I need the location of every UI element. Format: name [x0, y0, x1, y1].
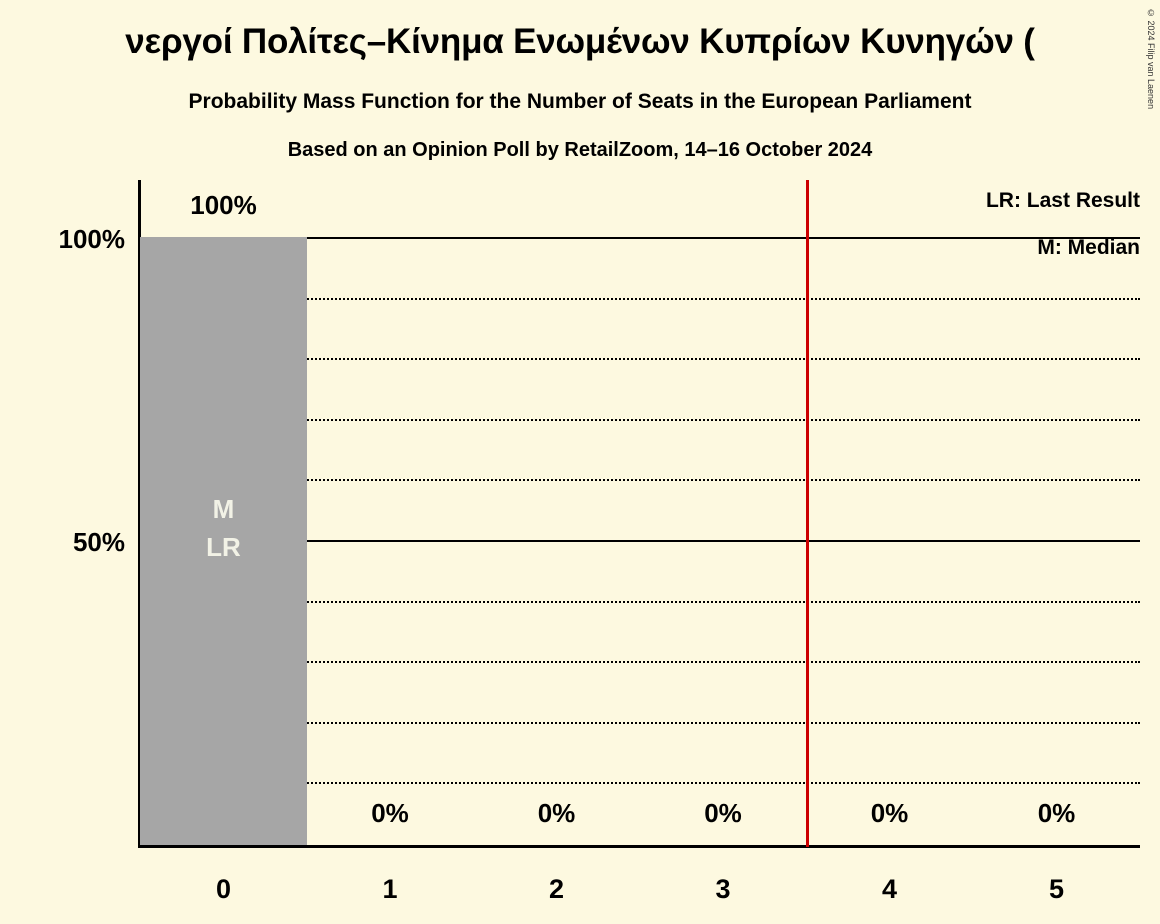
- last-result-marker: LR: [206, 532, 241, 562]
- chart-source-note: Based on an Opinion Poll by RetailZoom, 14–16 October 2024: [287, 139, 873, 161]
- y-tick-label-100: 100%: [58, 224, 125, 254]
- page-title: νεργοί Πολίτες–Κίνημα Ενωμένων Κυπρίων Κυνηγών (: [125, 22, 1035, 61]
- x-tick-label-3: 3: [715, 874, 731, 904]
- chart-subtitle: Probability Mass Function for the Number of Seats in the European Parliament: [188, 90, 972, 113]
- bar-value-0: 100%: [190, 190, 257, 220]
- bar-value-1: 0%: [371, 798, 409, 828]
- legend-median: M: Median: [1037, 236, 1140, 259]
- copyright-note: © 2024 Filip van Laenen: [1146, 8, 1156, 110]
- plot-area: [140, 180, 1140, 845]
- x-tick-label-5: 5: [1048, 874, 1065, 904]
- median-marker: M: [212, 494, 235, 524]
- x-tick-label-4: 4: [881, 874, 898, 904]
- y-tick-label-50: 50%: [72, 527, 125, 557]
- x-axis-line: [138, 845, 1140, 848]
- x-tick-label-0: 0: [215, 874, 232, 904]
- bar-value-3: 0%: [704, 798, 742, 828]
- bar-value-5: 0%: [1037, 798, 1076, 828]
- bar-value-4: 0%: [870, 798, 909, 828]
- x-tick-label-2: 2: [548, 874, 565, 904]
- legend-last-result: LR: Last Result: [985, 189, 1140, 212]
- bar-value-2: 0%: [537, 798, 576, 828]
- x-tick-label-1: 1: [382, 874, 398, 904]
- median-vertical-line: [806, 180, 809, 847]
